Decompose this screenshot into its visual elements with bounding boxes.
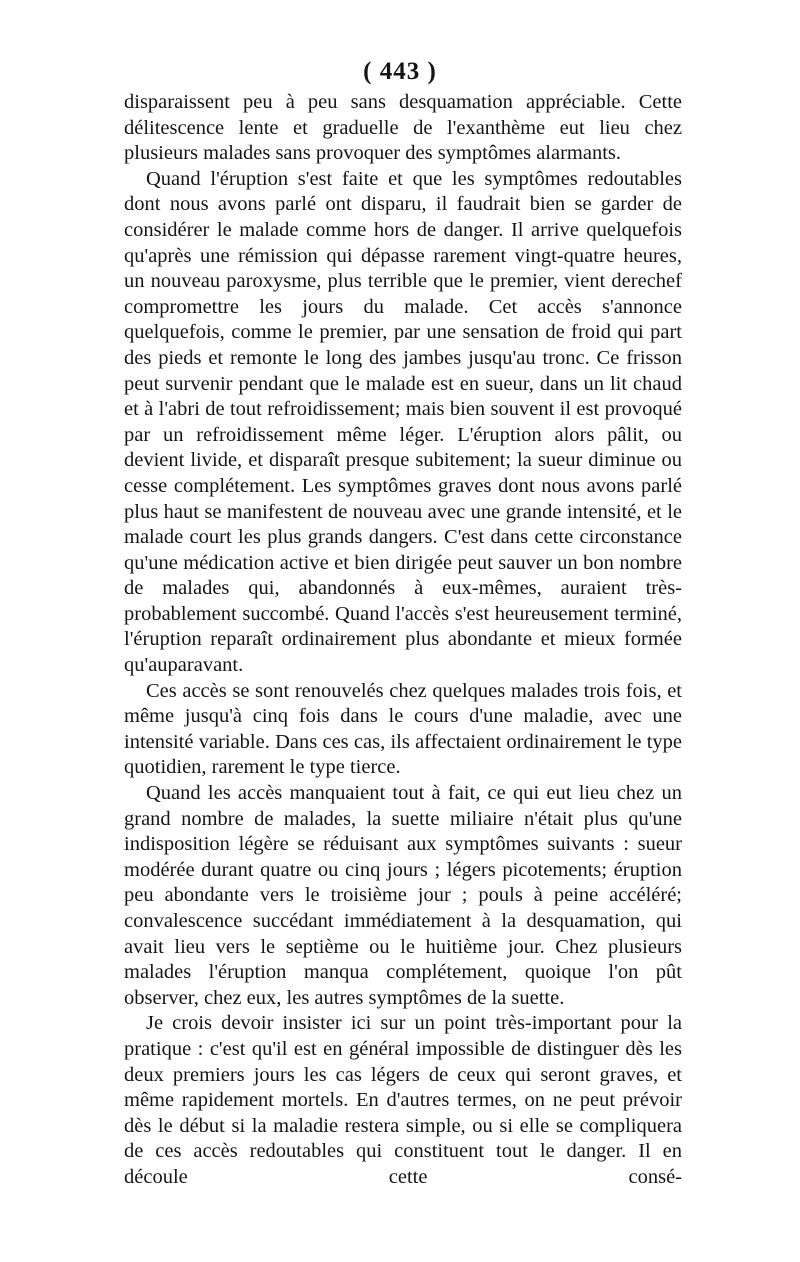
paragraph-mild-form: Quand les accès manquaient tout à fait, ce qui eut lieu chez un grand nombre de malades, la suette miliaire n'était plus qu'une indisposition légère se réduisant aux symptômes suivants : sueur modérée durant quatre ou cinq jours ; légers picotements; éruption peu abondante vers le troisième jour ; pouls à peine accéléré; convalescence succédant immédiatement à la desquamation, qui avait lieu vers le septième ou le huitième jour. Chez plusieurs malades l'éruption manqua complétement, quoique l'on pût observer, chez eux, les autres symptômes de la suette. (124, 782, 682, 1009)
paragraph-continuation: disparaissent peu à peu sans desquamation appréciable. Cette délitescence lente et graduelle de l'exanthème eut lieu chez plusieurs malades sans provoquer des symptômes alarmants. (124, 91, 682, 165)
paragraph-renewed-attacks: Ces accès se sont renouvelés chez quelques malades trois fois, et même jusqu'à cinq fois dans le cours d'une maladie, avec une intensité variable. Dans ces cas, ils affectaient ordinairement le type quotidien, rarement le type tierce. (124, 679, 682, 779)
paragraph-prognosis: Je crois devoir insister ici sur un point très-important pour la pratique : c'est qu'il est en général impossible de distinguer dès les deux premiers jours les cas légers de ceux qui seront graves, et même rapidement mortels. En d'autres termes, on ne peut prévoir dès le début si la maladie restera simple, ou si elle se compliquera de ces accès redoutables qui constituent tout le danger. Il en découle cette consé- (124, 1012, 682, 1188)
body-text (124, 90, 682, 1191)
page-number: ( 443 ) (363, 58, 437, 85)
paragraph-relapse-paroxysm: Quand l'éruption s'est faite et que les symptômes redoutables dont nous avons parlé ont disparu, il faudrait bien se garder de considérer le malade comme hors de danger. Il arrive quelquefois qu'après une rémission qui dépasse rarement vingt-quatre heures, un nouveau paroxysme, plus terrible que le premier, vient derechef compromettre les jours du malade. Cet accès s'annonce quelquefois, comme le premier, par une sensation de froid qui part des pieds et remonte le long des jambes jusqu'au tronc. Ce frisson peut survenir pendant que le malade est en sueur, dans un lit chaud et à l'abri de tout refroidissement; mais bien souvent il est provoqué par un refroidissement même léger. L'éruption alors pâlit, ou devient livide, et disparaît presque subitement; la sueur diminue ou cesse complétement. Les symptômes graves dont nous avons parlé plus haut se manifestent de nouveau avec une grande intensité, et le malade court les plus grands dangers. C'est dans cette circonstance qu'une médication active et bien dirigée peut sauver un bon nombre de malades qui, abandonnés à eux-mêmes, auraient très-probablement succombé. Quand l'accès s'est heureusement terminé, l'éruption reparaît ordinairement plus abondante et mieux formée qu'auparavant. (124, 167, 682, 677)
